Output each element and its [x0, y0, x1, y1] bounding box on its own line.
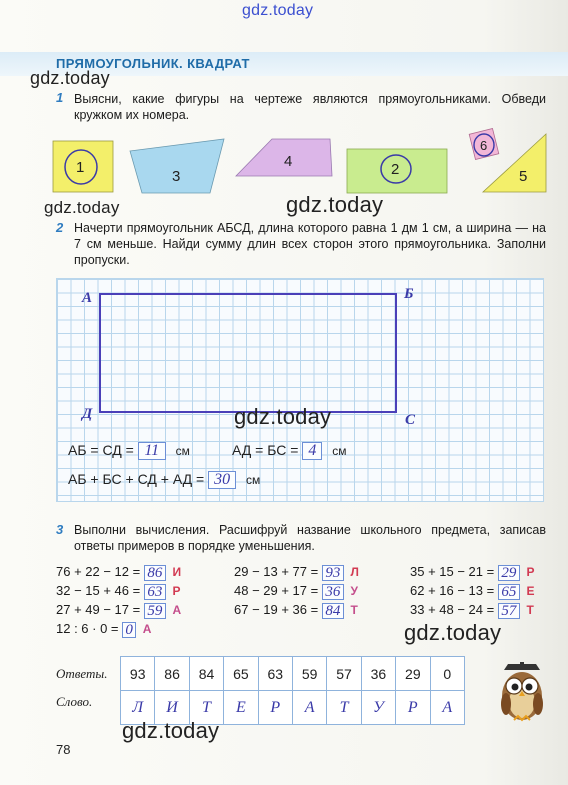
vertex-b-label: Б [404, 286, 414, 302]
example-row [234, 564, 359, 581]
section-title: ПРЯМОУГОЛЬНИК. КВАДРАТ [56, 56, 250, 71]
equation-perimeter-left: АБ + БС + СД + АД = [68, 471, 205, 487]
example-answer-field[interactable]: 86 [144, 565, 166, 581]
example-row [410, 602, 534, 619]
shape-1 [53, 141, 113, 192]
word-letter-cell[interactable]: Р [396, 691, 430, 725]
answer-cell: 57 [327, 657, 361, 691]
example-answer-field[interactable]: 65 [498, 584, 520, 600]
example-row [56, 583, 180, 600]
svg-text:1: 1 [76, 159, 85, 176]
watermark: gdz.today [30, 68, 110, 88]
example-row [56, 621, 151, 638]
example-expression: 33 + 48 − 24 = [410, 602, 495, 617]
answer-ab-cd-field[interactable]: 11 [138, 442, 166, 460]
answers-table [120, 656, 465, 725]
example-row [410, 583, 534, 600]
example-expression: 35 + 15 − 21 = [410, 564, 495, 579]
vertex-d-label: Д [82, 406, 93, 422]
answer-ad-bc-field[interactable]: 4 [302, 442, 322, 460]
task-1-text: Выясни, какие фигуры на чертеже являются прямоугольниками. Обведи кружком их номера. [74, 92, 546, 122]
example-answer-field[interactable]: 84 [322, 603, 344, 619]
equation-ab-cd [68, 442, 190, 460]
example-letter: Р [526, 565, 535, 579]
word-letter-cell[interactable]: И [155, 691, 189, 725]
example-row [410, 564, 534, 581]
example-letter: А [142, 622, 152, 636]
watermark: gdz.today [44, 198, 120, 217]
word-letter-cell[interactable]: Т [189, 691, 223, 725]
example-expression: 62 + 16 − 13 = [410, 583, 495, 598]
unit-label: см [175, 444, 190, 458]
word-letter-cell[interactable]: А [430, 691, 464, 725]
answer-cell: 63 [258, 657, 292, 691]
word-letter-cell[interactable]: Т [327, 691, 361, 725]
watermark: gdz.today [404, 620, 502, 645]
unit-label: см [245, 473, 261, 487]
word-row-label: Слово. [56, 694, 93, 709]
svg-text:2: 2 [391, 161, 400, 178]
example-answer-field[interactable]: 0 [122, 622, 136, 638]
word-letter-cell[interactable]: Е [224, 691, 258, 725]
watermark: gdz.today [234, 404, 332, 429]
example-row [56, 564, 181, 581]
task-2-text: Начерти прямоугольник АБСД, длина которого равна 1 дм 1 см, а ширина — на 7 см меньше. Найди сумму длин всех сторон этого прямоугольника. Заполни пропуски. [74, 221, 546, 267]
word-letter-cell[interactable]: Л [121, 691, 155, 725]
task-3-number: 3 [56, 522, 64, 537]
example-expression: 12 : 6 · 0 = [56, 621, 119, 636]
example-answer-field[interactable]: 59 [144, 603, 166, 619]
example-expression: 76 + 22 − 12 = [56, 564, 141, 579]
svg-text:3: 3 [172, 168, 181, 185]
answer-cell: 36 [361, 657, 395, 691]
answer-cell: 93 [121, 657, 155, 691]
svg-text:6: 6 [480, 138, 488, 153]
example-expression: 27 + 49 − 17 = [56, 602, 141, 617]
word-letter-cell[interactable]: А [292, 691, 326, 725]
example-row [234, 602, 358, 619]
equation-ad-bc-left: АД = БС = [232, 442, 299, 458]
example-answer-field[interactable]: 29 [498, 565, 520, 581]
example-letter: Т [526, 603, 534, 617]
task-1-shapes [0, 120, 568, 200]
answers-row-label: Ответы. [56, 666, 108, 681]
unit-label: см [332, 444, 347, 458]
example-expression: 29 − 13 + 77 = [234, 564, 319, 579]
answer-cell: 59 [292, 657, 326, 691]
answer-cell: 84 [189, 657, 223, 691]
example-letter: И [172, 565, 182, 579]
example-row [56, 602, 181, 619]
task-3-text: Выполни вычисления. Расшифруй название школьного предмета, записав ответы примеров в порядке уменьшения. [74, 523, 546, 553]
watermark: gdz.today [122, 718, 220, 743]
example-letter: Р [172, 584, 181, 598]
svg-text:5: 5 [519, 168, 528, 185]
example-letter: А [172, 603, 182, 617]
page-number: 78 [56, 742, 71, 757]
equation-ab-cd-left: АБ = СД = [68, 442, 134, 458]
answer-perimeter-field[interactable]: 30 [208, 471, 236, 489]
word-letter-cell[interactable]: Р [258, 691, 292, 725]
example-row [234, 583, 358, 600]
task-1-number: 1 [56, 90, 64, 105]
watermark-top: gdz.today [242, 2, 314, 19]
shape-4 [236, 139, 332, 176]
equation-ad-bc [232, 442, 346, 460]
example-letter: Е [526, 584, 535, 598]
shape-6 [469, 128, 499, 159]
answer-cell: 0 [430, 657, 464, 691]
watermark: gdz.today [286, 192, 384, 217]
word-letter-cell[interactable]: У [361, 691, 395, 725]
example-letter: Л [350, 565, 359, 579]
example-answer-field[interactable]: 36 [322, 584, 344, 600]
example-expression: 32 − 15 + 46 = [56, 583, 141, 598]
answer-cell: 65 [224, 657, 258, 691]
example-expression: 67 − 19 + 36 = [234, 602, 319, 617]
answer-cell: 86 [155, 657, 189, 691]
equation-perimeter [68, 471, 260, 489]
shape-3 [130, 139, 224, 193]
example-letter: Т [350, 603, 358, 617]
vertex-a-label: А [82, 290, 93, 306]
answers-row [121, 657, 465, 691]
svg-text:4: 4 [284, 153, 293, 170]
drawn-rectangle [99, 293, 397, 413]
owl-illustration [496, 660, 548, 724]
answer-cell: 29 [396, 657, 430, 691]
vertex-c-label: С [405, 412, 416, 428]
shape-2 [347, 149, 447, 193]
example-answer-field[interactable]: 57 [498, 603, 520, 619]
example-answer-field[interactable]: 93 [322, 565, 344, 581]
task-2-number: 2 [56, 220, 64, 235]
example-expression: 48 − 29 + 17 = [234, 583, 319, 598]
example-answer-field[interactable]: 63 [144, 584, 166, 600]
example-letter: У [350, 584, 358, 598]
